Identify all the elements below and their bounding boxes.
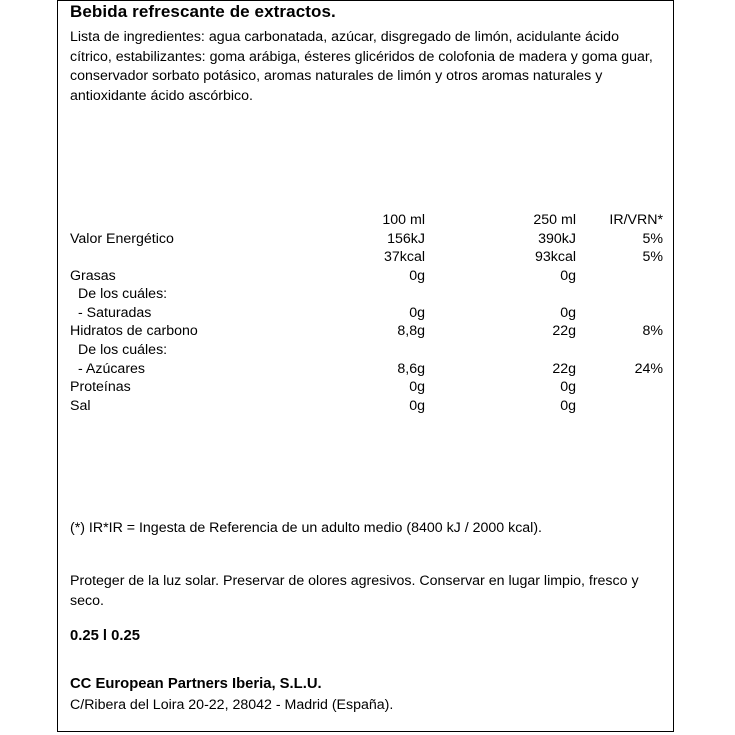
nutrition-row (58, 322, 675, 341)
nutrient-name: - Saturadas (78, 305, 152, 321)
nutrient-name: Hidratos de carbono (70, 323, 198, 339)
value-250ml: 0g (560, 398, 576, 414)
nutrition-row (58, 285, 675, 304)
value-ir: 5% (642, 231, 663, 247)
nutrition-row (58, 230, 675, 249)
value-250ml: 390kJ (538, 231, 576, 247)
nutrient-name: De los cuáles: (78, 342, 168, 358)
value-250ml: 0g (560, 268, 576, 284)
nutrition-row (58, 360, 675, 379)
nutrition-row (58, 378, 675, 397)
value-250ml: 22g (552, 361, 576, 377)
nutrition-row (58, 341, 675, 360)
product-label (57, 0, 674, 732)
nutrition-header-row (58, 211, 675, 230)
nutrition-row (58, 267, 675, 286)
value-100ml: 8,6g (397, 361, 425, 377)
header-250ml: 250 ml (533, 212, 576, 228)
value-100ml: 0g (409, 379, 425, 395)
ingredients-list: Lista de ingredientes: agua carbonatada, azúcar, disgregado de limón, acidulante ácido cítrico, estabilizantes: goma arábiga, ésteres glicéridos de colofonia de madera y goma guar, conservador sorbato potásico, aromas naturales de limón y otros aromas naturales y antioxidante ácido ascórbico. (70, 29, 653, 104)
nutrient-name: - Azúcares (78, 361, 146, 377)
company-address: C/Ribera del Loira 20-22, 28042 - Madrid (España). (70, 697, 394, 713)
nutrition-row (58, 397, 675, 416)
header-100ml: 100 ml (382, 212, 425, 228)
nutrient-name: Proteínas (70, 379, 131, 395)
nutrient-name: De los cuáles: (78, 286, 168, 302)
value-250ml: 0g (560, 379, 576, 395)
storage-instructions: Proteger de la luz solar. Preservar de olores agresivos. Conservar en lugar limpio, fresco y seco. (70, 573, 639, 609)
value-100ml: 0g (409, 398, 425, 414)
nutrition-row (58, 248, 675, 267)
value-ir: 5% (642, 249, 663, 265)
value-ir: 8% (642, 323, 663, 339)
value-250ml: 93kcal (534, 249, 576, 265)
net-volume: 0.25 l 0.25 (70, 628, 140, 644)
nutrition-row (58, 304, 675, 323)
nutrient-name: Sal (70, 398, 91, 414)
value-100ml: 0g (409, 305, 425, 321)
value-ir: 24% (634, 361, 663, 377)
value-100ml: 8,8g (397, 323, 425, 339)
value-250ml: 0g (560, 305, 576, 321)
value-100ml: 37kcal (383, 249, 425, 265)
nutrient-name: Grasas (70, 268, 116, 284)
company-name: CC European Partners Iberia, S.L.U. (70, 676, 322, 692)
nutrient-name: Valor Energético (70, 231, 174, 247)
value-100ml: 156kJ (387, 231, 425, 247)
product-title: Bebida refrescante de extractos. (70, 2, 336, 21)
value-100ml: 0g (409, 268, 425, 284)
value-250ml: 22g (552, 323, 576, 339)
header-ir-vrn: IR/VRN* (609, 212, 663, 228)
reference-intake-footnote: (*) IR*IR = Ingesta de Referencia de un adulto medio (8400 kJ / 2000 kcal). (70, 520, 542, 536)
